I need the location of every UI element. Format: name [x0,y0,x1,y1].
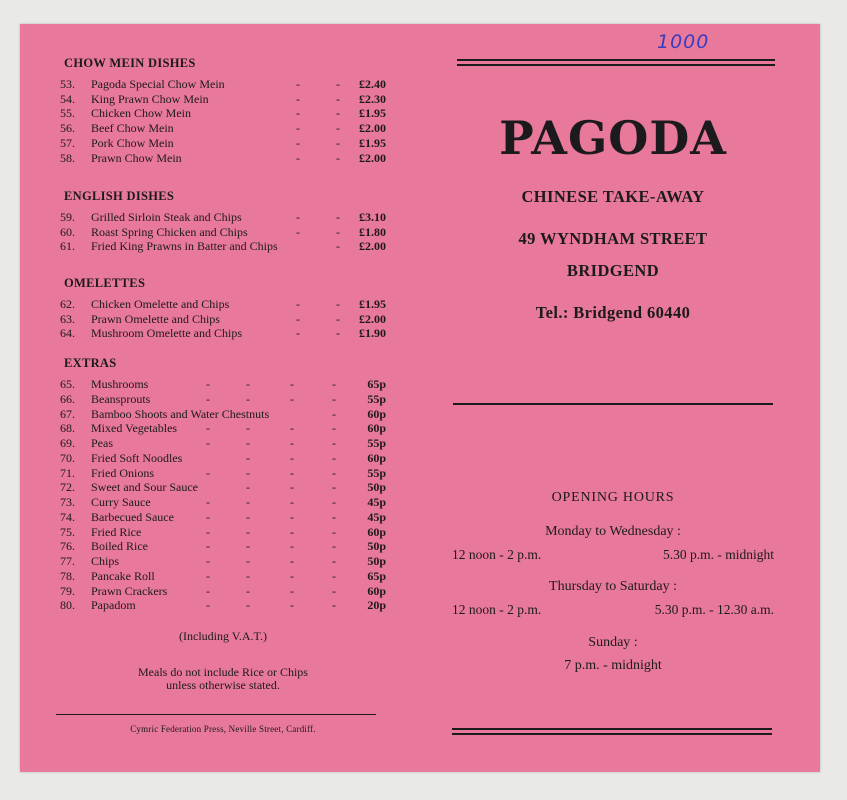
item-number: 71. [60,465,75,480]
leader-dash: - [206,509,210,524]
handwritten-note: 1000 [657,31,710,53]
leader-dash: - [206,539,210,554]
section-title: OMELETTES [64,276,146,290]
leader-dash: - [332,480,336,495]
leader-dash: - [246,583,250,598]
menu-item [60,239,386,254]
menu-item [60,539,386,554]
leader-dash: - [290,465,294,480]
leader-dash: - [290,421,294,436]
leader-dash: - [290,480,294,495]
leader-dash: - [336,77,340,91]
menu-item [60,77,386,92]
item-price: 50p [367,554,386,568]
leader-dash: - [332,421,336,436]
item-number: 56. [60,121,75,136]
item-name: Prawn Crackers [91,583,168,598]
leader-dash: - [336,311,340,326]
section-title: EXTRAS [64,356,117,370]
item-name: Chips [91,554,120,568]
item-name: Beansprouts [91,391,151,406]
leader-dash: - [296,224,300,239]
leader-dash: - [332,583,336,598]
leader-dash: - [246,377,250,391]
menu-item [60,554,386,569]
item-number: 76. [60,539,75,554]
hours-lunch: 12 noon - 2 p.m. [452,547,542,562]
item-price: £2.40 [359,77,386,91]
leader-dash: - [296,121,300,136]
leader-dash: - [206,598,210,613]
hours-days-mon-wed: Monday to Wednesday : [545,524,681,539]
leader-dash: - [246,436,250,450]
leader-dash: - [246,421,250,436]
item-number: 63. [60,311,75,326]
menu-item [60,151,386,166]
leader-dash: - [336,106,340,121]
leader-dash: - [246,480,250,495]
menu-item [60,407,386,422]
menu-item [60,210,386,225]
leader-dash: - [336,91,340,106]
leader-dash: - [246,465,250,480]
menu-item [60,106,386,121]
item-number: 58. [60,150,75,165]
leader-dash: - [296,77,300,91]
leader-dash: - [290,554,294,568]
leader-dash: - [206,554,210,568]
item-name: Mushroom Omelette and Chips [91,326,242,341]
item-price: £2.00 [359,121,386,136]
item-price: £1.95 [359,135,386,150]
item-name: Fried Onions [91,465,154,480]
leader-dash: - [332,436,336,450]
item-price: 45p [367,509,386,524]
menu-item [60,377,386,392]
item-price: £1.80 [359,224,386,239]
item-name: King Prawn Chow Mein [91,91,209,106]
leader-dash: - [290,495,294,509]
item-number: 65. [60,377,75,391]
leader-dash: - [336,210,340,224]
leader-dash: - [336,135,340,150]
leader-dash: - [332,598,336,613]
leader-dash: - [336,224,340,239]
leader-dash: - [206,524,210,539]
leader-dash: - [332,391,336,406]
menu-item [60,326,386,341]
leader-dash: - [332,554,336,568]
leader-dash: - [246,568,250,583]
item-name: Papadom [91,598,136,613]
leader-dash: - [296,210,300,224]
leader-dash: - [246,495,250,509]
item-price: 60p [367,450,386,465]
leader-dash: - [206,421,210,436]
item-price: 65p [367,568,386,583]
item-number: 70. [60,450,75,465]
leader-dash: - [332,568,336,583]
item-price: £3.10 [359,210,386,224]
item-price: 60p [367,421,386,436]
leader-dash: - [296,150,300,165]
item-name: Curry Sauce [91,495,151,509]
leader-dash: - [332,450,336,465]
leader-dash: - [290,391,294,406]
menu-item [60,598,386,613]
menu-item [60,525,386,540]
leader-dash: - [246,509,250,524]
item-name: Pork Chow Mein [91,135,174,150]
item-price: £1.95 [359,106,386,121]
item-number: 55. [60,106,75,121]
leader-dash: - [336,297,340,311]
item-price: £2.00 [359,311,386,326]
menu-item [60,436,386,451]
item-price: 55p [367,391,386,406]
menu-item [60,510,386,525]
item-name: Roast Spring Chicken and Chips [91,224,248,239]
item-number: 59. [60,210,75,224]
leader-dash: - [296,106,300,121]
leader-dash: - [290,539,294,554]
leader-dash: - [332,539,336,554]
leader-dash: - [246,554,250,568]
leader-dash: - [296,135,300,150]
leader-dash: - [290,524,294,539]
leader-dash: - [206,436,210,450]
hours-sunday: 7 p.m. - midnight [564,658,662,673]
item-name: Sweet and Sour Sauce [91,480,198,495]
hours-evening: 5.30 p.m. - 12.30 a.m. [654,602,774,617]
item-number: 54. [60,91,75,106]
item-name: Beef Chow Mein [91,121,174,136]
hours-evening: 5.30 p.m. - midnight [663,547,774,562]
item-name: Bamboo Shoots and Water Chestnuts [91,406,270,421]
leader-dash: - [332,406,336,421]
item-name: Chicken Omelette and Chips [91,297,230,311]
item-number: 57. [60,135,75,150]
item-number: 66. [60,391,75,406]
leader-dash: - [206,495,210,509]
vat-note: (Including V.A.T.) [179,629,267,643]
item-name: Pancake Roll [91,568,155,583]
leader-dash: - [296,326,300,341]
restaurant-name: PAGODA [499,111,727,165]
hours-days-sunday: Sunday : [588,635,638,650]
top-rule-1 [457,59,775,61]
leader-dash: - [332,524,336,539]
item-name: Barbecued Sauce [91,509,174,524]
item-price: 50p [367,539,386,554]
menu-item [60,312,386,327]
leader-dash: - [290,509,294,524]
menu-item [60,121,386,136]
item-number: 78. [60,568,75,583]
item-number: 68. [60,421,75,436]
item-name: Mixed Vegetables [91,421,178,436]
street-address: 49 WYNDHAM STREET [518,229,708,248]
item-number: 79. [60,583,75,598]
item-number: 64. [60,326,75,341]
item-number: 53. [60,77,75,91]
leader-dash: - [332,495,336,509]
town: BRIDGEND [566,261,660,280]
leader-dash: - [246,524,250,539]
leader-dash: - [332,509,336,524]
meals-note [60,666,386,692]
item-price: 45p [367,495,386,509]
menu-item [60,392,386,407]
item-number: 69. [60,436,75,450]
leader-dash: - [332,465,336,480]
leader-dash: - [290,377,294,391]
item-name: Peas [91,436,113,450]
leader-dash: - [296,91,300,106]
item-number: 74. [60,509,75,524]
leader-dash: - [290,583,294,598]
item-number: 72. [60,480,75,495]
item-number: 73. [60,495,75,509]
item-price: £1.90 [359,326,386,341]
middle-rule [453,403,773,405]
leader-dash: - [290,598,294,613]
leader-dash: - [336,239,340,254]
item-number: 80. [60,598,75,613]
leader-dash: - [206,465,210,480]
menu-item [60,225,386,240]
leader-dash: - [246,539,250,554]
item-number: 75. [60,524,75,539]
opening-hours-title: OPENING HOURS [551,490,675,505]
item-price: £2.30 [359,91,386,106]
subtitle: CHINESE TAKE-AWAY [521,187,705,206]
printer-imprint: Cymric Federation Press, Neville Street, Cardiff. [130,724,316,734]
item-price: 60p [367,524,386,539]
hours-days-thu-sat: Thursday to Saturday : [549,579,677,594]
meals-note-line2: unless otherwise stated. [166,678,280,692]
item-price: £2.00 [359,239,386,254]
phone-number: Tel.: Bridgend 60440 [535,303,691,322]
item-number: 77. [60,554,75,568]
item-price: £2.00 [359,150,386,165]
item-number: 62. [60,297,75,311]
leader-dash: - [290,450,294,465]
leader-dash: - [336,326,340,341]
item-price: 20p [367,598,386,613]
menu-item [60,451,386,466]
leader-dash: - [332,377,336,391]
meals-note-line1: Meals do not include Rice or Chips [138,665,308,679]
item-name: Fried Rice [91,524,142,539]
leader-dash: - [206,583,210,598]
item-number: 67. [60,406,75,421]
item-name: Boiled Rice [91,539,148,554]
item-price: 55p [367,436,386,450]
item-name: Mushrooms [91,377,149,391]
menu-item [60,569,386,584]
item-name: Prawn Chow Mein [91,150,182,165]
menu-item [60,421,386,436]
item-name: Prawn Omelette and Chips [91,311,220,326]
item-price: 55p [367,465,386,480]
item-number: 61. [60,239,75,254]
leader-dash: - [336,150,340,165]
item-number: 60. [60,224,75,239]
section-title: ENGLISH DISHES [64,189,175,203]
menu-item [60,92,386,107]
item-price: 50p [367,480,386,495]
leader-dash: - [206,377,210,391]
item-price: £1.95 [359,297,386,311]
menu-item [60,480,386,495]
item-name: Chicken Chow Mein [91,106,191,121]
leader-dash: - [206,568,210,583]
item-name: Fried Soft Noodles [91,450,183,465]
item-price: 60p [367,406,386,421]
leader-dash: - [290,436,294,450]
menu-item [60,297,386,312]
item-name: Pagoda Special Chow Mein [91,77,225,91]
leader-dash: - [336,121,340,136]
item-name: Fried King Prawns in Batter and Chips [91,239,278,254]
menu-item [60,584,386,599]
menu-item [60,495,386,510]
leader-dash: - [206,391,210,406]
item-price: 60p [367,583,386,598]
item-name: Grilled Sirloin Steak and Chips [91,210,242,224]
leader-dash: - [296,311,300,326]
hours-lunch: 12 noon - 2 p.m. [452,602,542,617]
leader-dash: - [296,297,300,311]
leader-dash: - [246,391,250,406]
leader-dash: - [246,598,250,613]
menu-item [60,136,386,151]
menu-item [60,466,386,481]
top-rule-2 [457,64,775,66]
imprint-divider [56,714,376,715]
leader-dash: - [290,568,294,583]
leader-dash: - [246,450,250,465]
bottom-rule-2 [452,733,772,735]
section-title: CHOW MEIN DISHES [64,56,196,70]
item-price: 65p [367,377,386,391]
bottom-rule-1 [452,728,772,730]
